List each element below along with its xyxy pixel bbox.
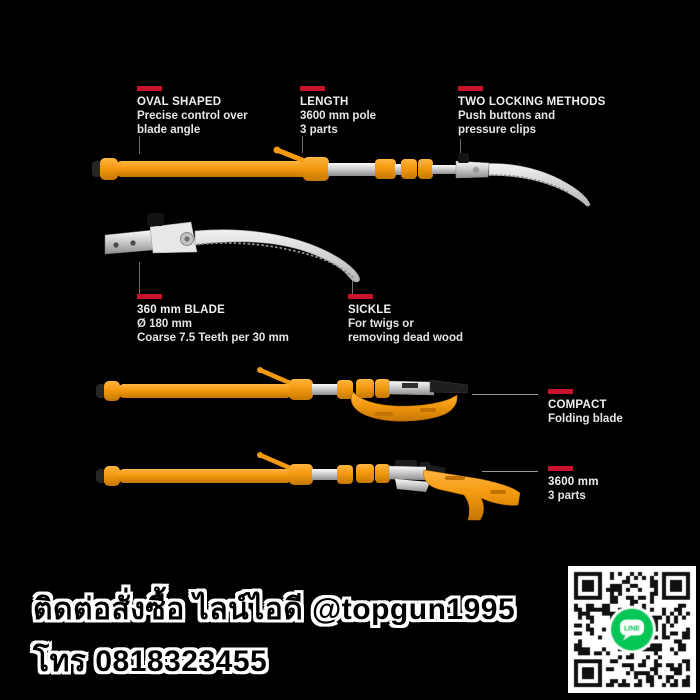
callout-title: TWO LOCKING METHODS xyxy=(458,96,606,108)
callout-text: blade angle xyxy=(137,124,201,136)
saw-blade-closeup-illustration xyxy=(95,205,375,295)
line-qr-code xyxy=(568,566,696,693)
callout-title: SICKLE xyxy=(348,304,392,316)
callout-sickle xyxy=(348,294,463,345)
callout-text: removing dead wood xyxy=(348,332,464,344)
red-accent-bar xyxy=(548,389,573,394)
pole-saw-folded-illustration xyxy=(90,362,490,427)
contact-text: ติดต่อสั่งซื้อ ไลน์ไอดี @topgun1995 xyxy=(33,593,516,626)
callout-pole-length xyxy=(548,466,599,503)
red-accent-bar xyxy=(458,86,483,91)
callout-text: 3 parts xyxy=(300,124,338,136)
pole-saw-folded-angled-illustration xyxy=(90,446,530,531)
callout-text: Folding blade xyxy=(548,413,623,425)
callout-title: 3600 mm xyxy=(548,476,599,488)
callout-blade xyxy=(137,294,289,345)
callout-title: COMPACT xyxy=(548,399,607,411)
callout-text: Coarse 7.5 Teeth per 30 mm xyxy=(137,332,289,344)
callout-title: LENGTH xyxy=(300,96,349,108)
red-accent-bar xyxy=(300,86,325,91)
callout-text: Ø 180 mm xyxy=(137,318,192,330)
callout-oval-shaped xyxy=(137,86,248,137)
callout-title: 360 mm BLADE xyxy=(137,304,226,316)
callout-text: 3600 mm pole xyxy=(300,110,377,122)
callout-two-locking-methods xyxy=(458,86,606,137)
callout-text: For twigs or xyxy=(348,318,414,330)
phone-text: โทร 0818323455 xyxy=(33,645,268,678)
callout-length xyxy=(300,86,376,137)
callout-title: OVAL SHAPED xyxy=(137,96,222,108)
red-accent-bar xyxy=(548,466,573,471)
callout-text: Push buttons and xyxy=(458,110,556,122)
callout-text: 3 parts xyxy=(548,490,586,502)
callout-text: Precise control over xyxy=(137,110,248,122)
callout-compact xyxy=(548,389,623,426)
callout-text: pressure clips xyxy=(458,124,536,136)
pole-saw-extended-illustration xyxy=(85,140,595,210)
red-accent-bar xyxy=(137,86,162,91)
